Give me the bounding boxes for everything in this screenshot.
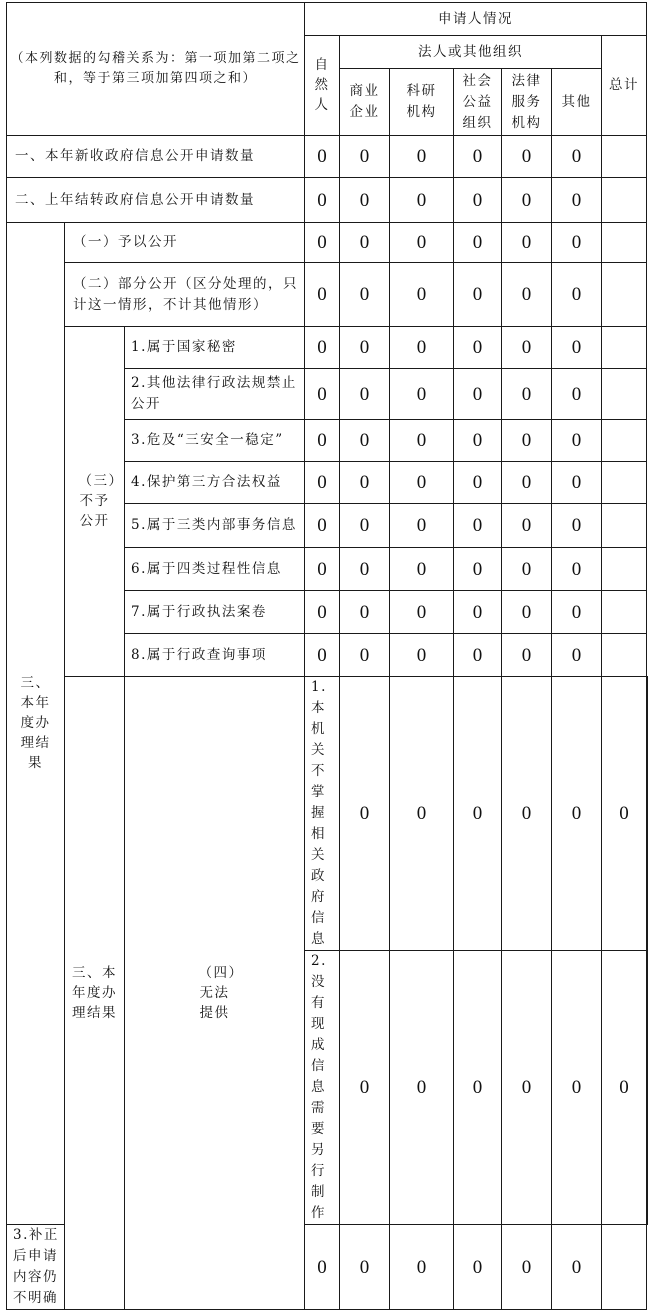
table-row <box>7 327 648 369</box>
section-3-label <box>7 223 65 1225</box>
row-label: 2.没有现成信息需要另行制作 <box>305 951 340 1225</box>
section-3-label-repeat <box>65 677 125 1310</box>
value-cell: 0 <box>305 1225 340 1310</box>
row-label: （一）予以公开 <box>65 223 305 263</box>
natural-person-header <box>305 36 340 136</box>
value-cell: 0 <box>552 634 602 677</box>
row-label: （二）部分公开（区分处理的，只计这一情形，不计其他情形） <box>65 263 305 327</box>
value-cell: 0 <box>454 263 502 327</box>
row-label: 4.保护第三方合法权益 <box>125 462 305 504</box>
total-cell <box>602 263 647 327</box>
value-cell: 0 <box>454 677 502 951</box>
value-cell: 0 <box>552 951 602 1225</box>
value-cell: 0 <box>340 504 390 548</box>
value-cell: 0 <box>305 369 340 420</box>
value-cell: 0 <box>305 263 340 327</box>
withheld-group-label <box>65 327 125 677</box>
org-legal-service-header <box>502 69 552 136</box>
value-cell: 0 <box>454 462 502 504</box>
value-cell: 0 <box>340 263 390 327</box>
total-cell <box>602 591 647 634</box>
total-cell <box>647 677 648 951</box>
value-cell: 0 <box>552 369 602 420</box>
value-cell: 0 <box>305 634 340 677</box>
value-cell: 0 <box>390 369 454 420</box>
value-cell: 0 <box>502 327 552 369</box>
value-cell: 0 <box>340 634 390 677</box>
value-cell: 0 <box>390 1225 454 1310</box>
value-cell: 0 <box>305 462 340 504</box>
applicant-status-header: 申请人情况 <box>305 3 647 36</box>
value-cell: 0 <box>390 548 454 591</box>
value-cell: 0 <box>390 327 454 369</box>
row-label: 3.补正后申请内容仍不明确 <box>7 1225 65 1310</box>
value-cell: 0 <box>305 327 340 369</box>
natural-person-label: 自然人 <box>314 57 330 113</box>
total-cell <box>602 327 647 369</box>
value-cell: 0 <box>340 223 390 263</box>
org-research-header <box>390 69 454 136</box>
value-cell: 0 <box>340 420 390 462</box>
value-cell: 0 <box>390 462 454 504</box>
value-cell: 0 <box>390 223 454 263</box>
value-cell: 0 <box>454 504 502 548</box>
value-cell: 0 <box>552 420 602 462</box>
value-cell: 0 <box>340 327 390 369</box>
value-cell: 0 <box>552 263 602 327</box>
value-cell: 0 <box>305 504 340 548</box>
value-cell: 0 <box>454 548 502 591</box>
value-cell: 0 <box>602 677 647 951</box>
value-cell: 0 <box>305 591 340 634</box>
value-cell: 0 <box>502 223 552 263</box>
value-cell: 0 <box>390 591 454 634</box>
value-cell: 0 <box>552 591 602 634</box>
value-cell: 0 <box>305 548 340 591</box>
value-cell: 0 <box>502 420 552 462</box>
row-label: 3.危及“三安全一稳定” <box>125 420 305 462</box>
value-cell: 0 <box>454 327 502 369</box>
value-cell: 0 <box>340 136 390 178</box>
value-cell: 0 <box>305 420 340 462</box>
value-cell: 0 <box>305 223 340 263</box>
row-label: 一、本年新收政府信息公开申请数量 <box>7 136 305 178</box>
value-cell: 0 <box>502 951 552 1225</box>
value-cell: 0 <box>305 178 340 223</box>
value-cell: 0 <box>552 223 602 263</box>
column-note-cell: （本列数据的勾稽关系为：第一项加第二项之和，等于第三项加第四项之和） <box>7 3 305 136</box>
value-cell: 0 <box>454 420 502 462</box>
value-cell: 0 <box>552 1225 602 1310</box>
value-cell: 0 <box>552 677 602 951</box>
value-cell: 0 <box>502 462 552 504</box>
total-cell <box>602 1225 647 1310</box>
value-cell: 0 <box>552 327 602 369</box>
value-cell: 0 <box>390 634 454 677</box>
value-cell: 0 <box>602 951 647 1225</box>
legal-org-group-header: 法人或其他组织 <box>340 36 602 69</box>
row-label: 二、上年结转政府信息公开申请数量 <box>7 178 305 223</box>
total-cell <box>602 178 647 223</box>
value-cell: 0 <box>552 504 602 548</box>
total-cell <box>602 223 647 263</box>
value-cell: 0 <box>340 591 390 634</box>
total-cell <box>602 634 647 677</box>
unavailable-group-text: （四）无法提供 <box>198 964 244 1021</box>
value-cell: 0 <box>502 504 552 548</box>
value-cell: 0 <box>552 462 602 504</box>
value-cell: 0 <box>390 504 454 548</box>
value-cell: 0 <box>454 591 502 634</box>
value-cell: 0 <box>552 548 602 591</box>
value-cell: 0 <box>502 548 552 591</box>
org-public-welfare-label: 社会公益组织 <box>462 72 493 131</box>
table-row <box>7 178 648 223</box>
org-legal-service-label: 法律服务机构 <box>511 72 542 131</box>
table-row <box>7 223 648 263</box>
value-cell: 0 <box>305 136 340 178</box>
value-cell: 0 <box>390 178 454 223</box>
org-commercial-label: 商业企业 <box>349 83 380 120</box>
value-cell: 0 <box>390 677 454 951</box>
value-cell: 0 <box>390 263 454 327</box>
section-3-text-repeat: 三、本年度办理结果 <box>72 964 117 1021</box>
value-cell: 0 <box>502 263 552 327</box>
org-other-header: 其他 <box>552 69 602 136</box>
row-label: 7.属于行政执法案卷 <box>125 591 305 634</box>
value-cell: 0 <box>502 369 552 420</box>
row-label: 6.属于四类过程性信息 <box>125 548 305 591</box>
value-cell: 0 <box>390 420 454 462</box>
gov-info-disclosure-table <box>6 2 648 1310</box>
row-label: 5.属于三类内部事务信息 <box>125 504 305 548</box>
value-cell: 0 <box>340 462 390 504</box>
value-cell: 0 <box>340 178 390 223</box>
total-cell <box>602 548 647 591</box>
row-label: 8.属于行政查询事项 <box>125 634 305 677</box>
value-cell: 0 <box>390 136 454 178</box>
value-cell: 0 <box>340 369 390 420</box>
withheld-group-text: （三）不予公开 <box>78 473 124 529</box>
value-cell: 0 <box>454 951 502 1225</box>
value-cell: 0 <box>552 178 602 223</box>
value-cell: 0 <box>502 178 552 223</box>
value-cell: 0 <box>454 223 502 263</box>
value-cell: 0 <box>340 951 390 1225</box>
value-cell: 0 <box>340 677 390 951</box>
value-cell: 0 <box>390 951 454 1225</box>
section-3-text: 三、本年度办理结果 <box>20 675 51 771</box>
value-cell: 0 <box>502 1225 552 1310</box>
total-cell <box>647 951 648 1225</box>
value-cell: 0 <box>552 136 602 178</box>
row-label: 1.属于国家秘密 <box>125 327 305 369</box>
org-commercial-header <box>340 69 390 136</box>
table-row <box>7 263 648 327</box>
row-label: 1.本机关不掌握相关政府信息 <box>305 677 340 951</box>
value-cell: 0 <box>454 1225 502 1310</box>
table-row <box>7 677 648 951</box>
header-row-1 <box>7 3 648 36</box>
value-cell: 0 <box>454 634 502 677</box>
value-cell: 0 <box>454 369 502 420</box>
value-cell: 0 <box>502 591 552 634</box>
value-cell: 0 <box>502 136 552 178</box>
total-header: 总计 <box>602 36 647 136</box>
value-cell: 0 <box>340 548 390 591</box>
unavailable-group-label <box>125 677 305 1310</box>
table-row <box>7 136 648 178</box>
value-cell: 0 <box>502 677 552 951</box>
org-public-welfare-header <box>454 69 502 136</box>
row-label: 2.其他法律行政法规禁止公开 <box>125 369 305 420</box>
org-research-label: 科研机构 <box>406 83 437 120</box>
total-cell <box>602 136 647 178</box>
value-cell: 0 <box>340 1225 390 1310</box>
total-cell <box>602 420 647 462</box>
total-cell <box>602 504 647 548</box>
total-cell <box>602 462 647 504</box>
value-cell: 0 <box>454 178 502 223</box>
value-cell: 0 <box>502 634 552 677</box>
total-cell <box>602 369 647 420</box>
value-cell: 0 <box>454 136 502 178</box>
